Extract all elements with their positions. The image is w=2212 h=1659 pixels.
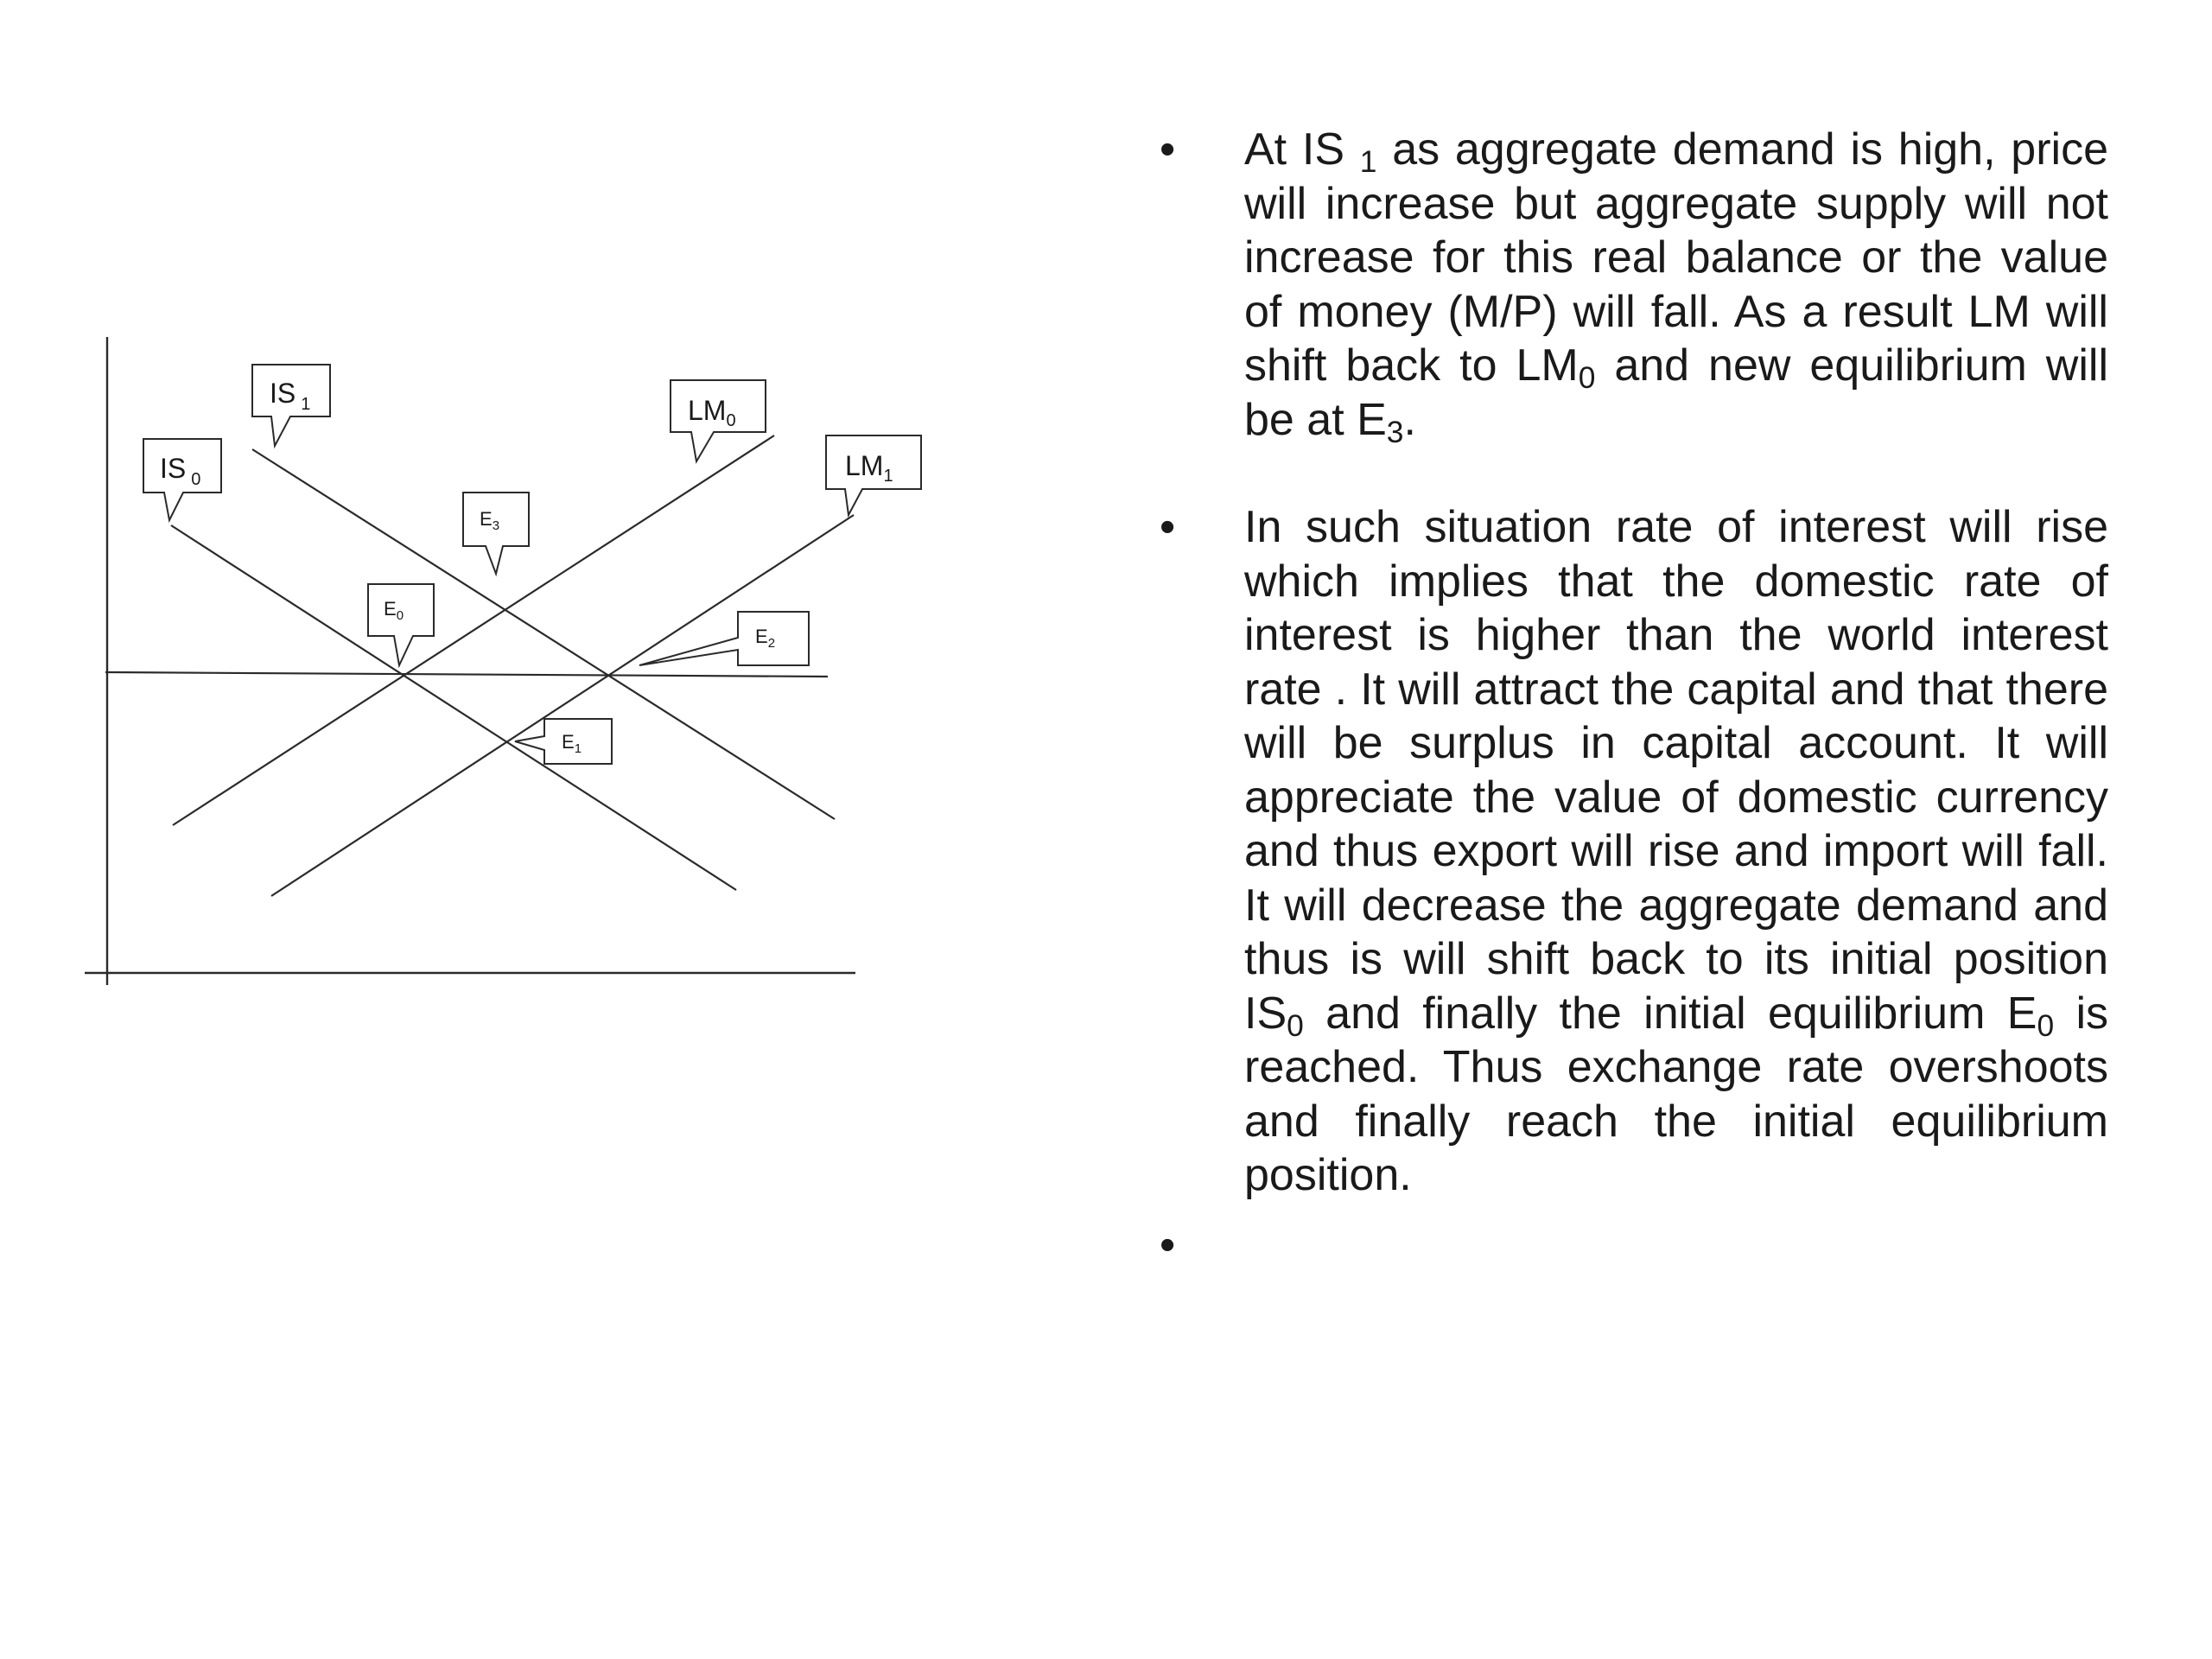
e0-label-sub: 0 [396,608,404,623]
bullet-item [1141,500,2108,1203]
e1-label: E [562,731,575,753]
bullet-text-segment: is reached. Thus exchange rate overshoots and finally reach the initial equilibrium position. [1244,988,2108,1200]
e3-label-sub: 3 [492,518,500,533]
is-lm-diagram [0,0,950,1659]
is1-label-sub: 1 [301,395,311,414]
bullet-item [1141,123,2108,447]
bullet-text [1244,502,2108,1200]
bullet-text-segment: and finally the initial equilibrium E [1303,988,2037,1039]
bullet-marker: • [1160,502,1176,552]
bullet-text [1244,124,2108,449]
e0-label-callout [368,584,434,665]
e0-label: E [384,598,397,620]
lm1-label-callout [826,435,921,515]
bullet-text-subscript: 0 [1578,360,1596,395]
bullet-text-segment: . [1403,394,1416,445]
is1-label: IS [270,378,296,409]
bullet-text [1244,1220,1256,1270]
lm1-label: LM [845,450,884,481]
e3-label: E [480,508,493,530]
bullet-text-subscript: 0 [2037,1008,2055,1043]
bullet-text-segment: and new equilibrium will be at E [1244,340,2108,445]
bullet-text-subscript: 3 [1386,415,1404,449]
bullet-text-segment: At IS [1244,124,1360,175]
bullet-marker: • [1160,1219,1176,1270]
lm0-label: LM [688,395,727,426]
e3-label-callout [463,493,529,574]
bullet-text-segment: In such situation rate of interest will rise which implies that the domestic rate of interest is higher than the world interest rate . It will attract the capital and that there will be surplus in capital account. It will appreciate the value of domestic currency and thus export will rise and import will fall. It will decrease the aggregate demand and thus is will shift back to its initial position IS [1244,502,2108,1039]
world-interest-rate-line [105,672,828,677]
is0-label-callout [143,439,221,520]
is1-label-callout [252,365,330,446]
lm0-label-sub: 0 [726,411,736,430]
is0-label: IS [160,453,187,484]
bullet-text-subscript: 1 [1359,144,1377,179]
explanation-text-panel [1141,123,2108,1272]
bullet-text-segment: as aggregate demand is high, price will increase but aggregate supply will not increase for this real balance or the value of money (M/P) will fall. As a result LM will shift back to LM [1244,124,2108,391]
e1-label-sub: 1 [574,741,582,756]
bullet-item [1141,1218,2108,1273]
is0-curve [171,525,736,890]
bullet-text-subscript: 0 [1287,1008,1304,1043]
bullet-marker: • [1160,124,1176,175]
e2-label: E [755,626,768,647]
lm1-label-sub: 1 [883,467,893,486]
is0-label-sub: 0 [191,470,201,489]
e2-label-sub: 2 [767,636,776,651]
